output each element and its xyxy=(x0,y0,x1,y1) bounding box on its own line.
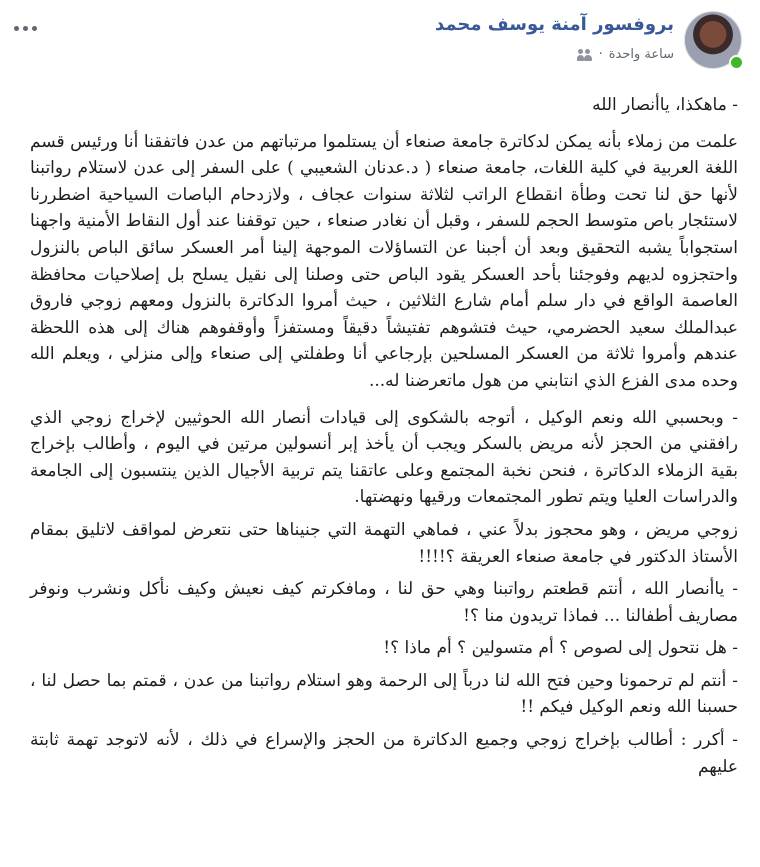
post-paragraph: - أكرر : أطالب بإخراج زوجي وجميع الدكاترة من الحجز والإسراع في ذلك ، لأنه لاتوجد تهمة ثابتة عليهم xyxy=(30,730,738,777)
post-paragraph: - هل نتحول إلى لصوص ؟ أم متسولين ؟ أم ماذا ؟! xyxy=(383,638,738,659)
author-name[interactable]: بروفسور آمنة يوسف محمد xyxy=(434,14,674,35)
post-body xyxy=(30,92,738,786)
post-meta xyxy=(577,47,674,62)
post-paragraph: - وبحسبي الله ونعم الوكيل ، أتوجه بالشكوى إلى قيادات أنصار الله الحوثيين لإخراج زوجي الذي رافقني من الحجز لأنه مريض بالسكر ويجب أن يأخذ إبر أنسولين مرتين في اليوم ، وأطالب بإخراج بقية الزملاء الدكاترة ، فنحن نخبة المجتمع وعلى عاتقنا يتم تربية الأجيال الذين ينتسبون إلى الجامعة والدراسات العليا ويتم تطور المجتمعات ورقيها ونهضتها. xyxy=(30,407,738,508)
post-paragraph: - ياأنصار الله ، أنتم قطعتم رواتبنا وهي حق لنا ، ومافكرتم كيف نعيش وكيف نأكل ونشرب ونوفر مصاريف أطفالنا ... فماذا تريدون منا ؟! xyxy=(30,579,738,626)
post-paragraph: - أنتم لم ترحمونا وحين فتح الله لنا درباً إلى الرحمة وهو استلام رواتبنا من عدن ، قمتم بما حصل لنا ، حسبنا الله ونعم الوكيل فيكم !! xyxy=(30,670,738,718)
friends-icon[interactable] xyxy=(577,49,593,61)
online-status-icon xyxy=(729,55,744,70)
meta-separator: · xyxy=(598,47,603,62)
post-header xyxy=(0,0,760,82)
post-paragraph: زوجي مريض ، وهو محجوز بدلاً عني ، فماهي التهمة التي جنيناها حتى نتعرض لمواقف لاتليق بمقام الأستاذ الدكتور في جامعة صنعاء العريقة ؟!!!! xyxy=(30,519,738,567)
more-options-icon[interactable] xyxy=(14,18,44,38)
post-timestamp[interactable]: ساعة واحدة xyxy=(608,47,674,62)
post-paragraph: - ماهكذا، ياأنصار الله xyxy=(592,95,738,115)
post-paragraph: علمت من زملاء بأنه يمكن لدكاترة جامعة صنعاء أن يستلموا مرتباتهم من عدن فاتفقنا أنا ورئيس قسم اللغة العربية في كلية اللغات، جامعة صنعاء ( د.عدنان الشعيبي ) على السفر إلى عدن لاستلام رواتبنا لأنها حق لنا تحت وطأة انقطاع الراتب لثلاثة سنوات عجاف ، ولازدحام الباصات السياحية اضطررنا لاستئجار باص متوسط الحجم للسفر ، وقبل أن نغادر صنعاء ، حين توقفنا عند أول النقاط الأمنية واجهنا استجواباً يشبه التحقيق وبعد أن أجبنا عن التساؤلات الموجهة إلينا أمر العسكر سائق الباص بالنزول واحتجزوه لديهم وفوجئنا بأحد العسكر يقود الباص حتى وصلنا إلى نقيل يسلح بل إصلاحيات محافظة العاصمة الواقع في دار سلم أمام شارع الثلاثين ، حيث أمروا الدكاترة بالنزول ومعهم زوجي فاروق عبدالملك سعيد الحضرمي، حيث فتشوهم تفتيشاً دقيقاً ومستفزاً وأوقفوهم هناك إلى هذه اللحظة عندهم وأمروا ثلاثة من العسكر المسلحين بإرجاعي أنا وطفلتي إلى صنعاء وإلى منزلي ، ويعلم الله وحده مدى الفزع الذي انتابني من هول ماتعرضنا له... xyxy=(30,131,738,391)
